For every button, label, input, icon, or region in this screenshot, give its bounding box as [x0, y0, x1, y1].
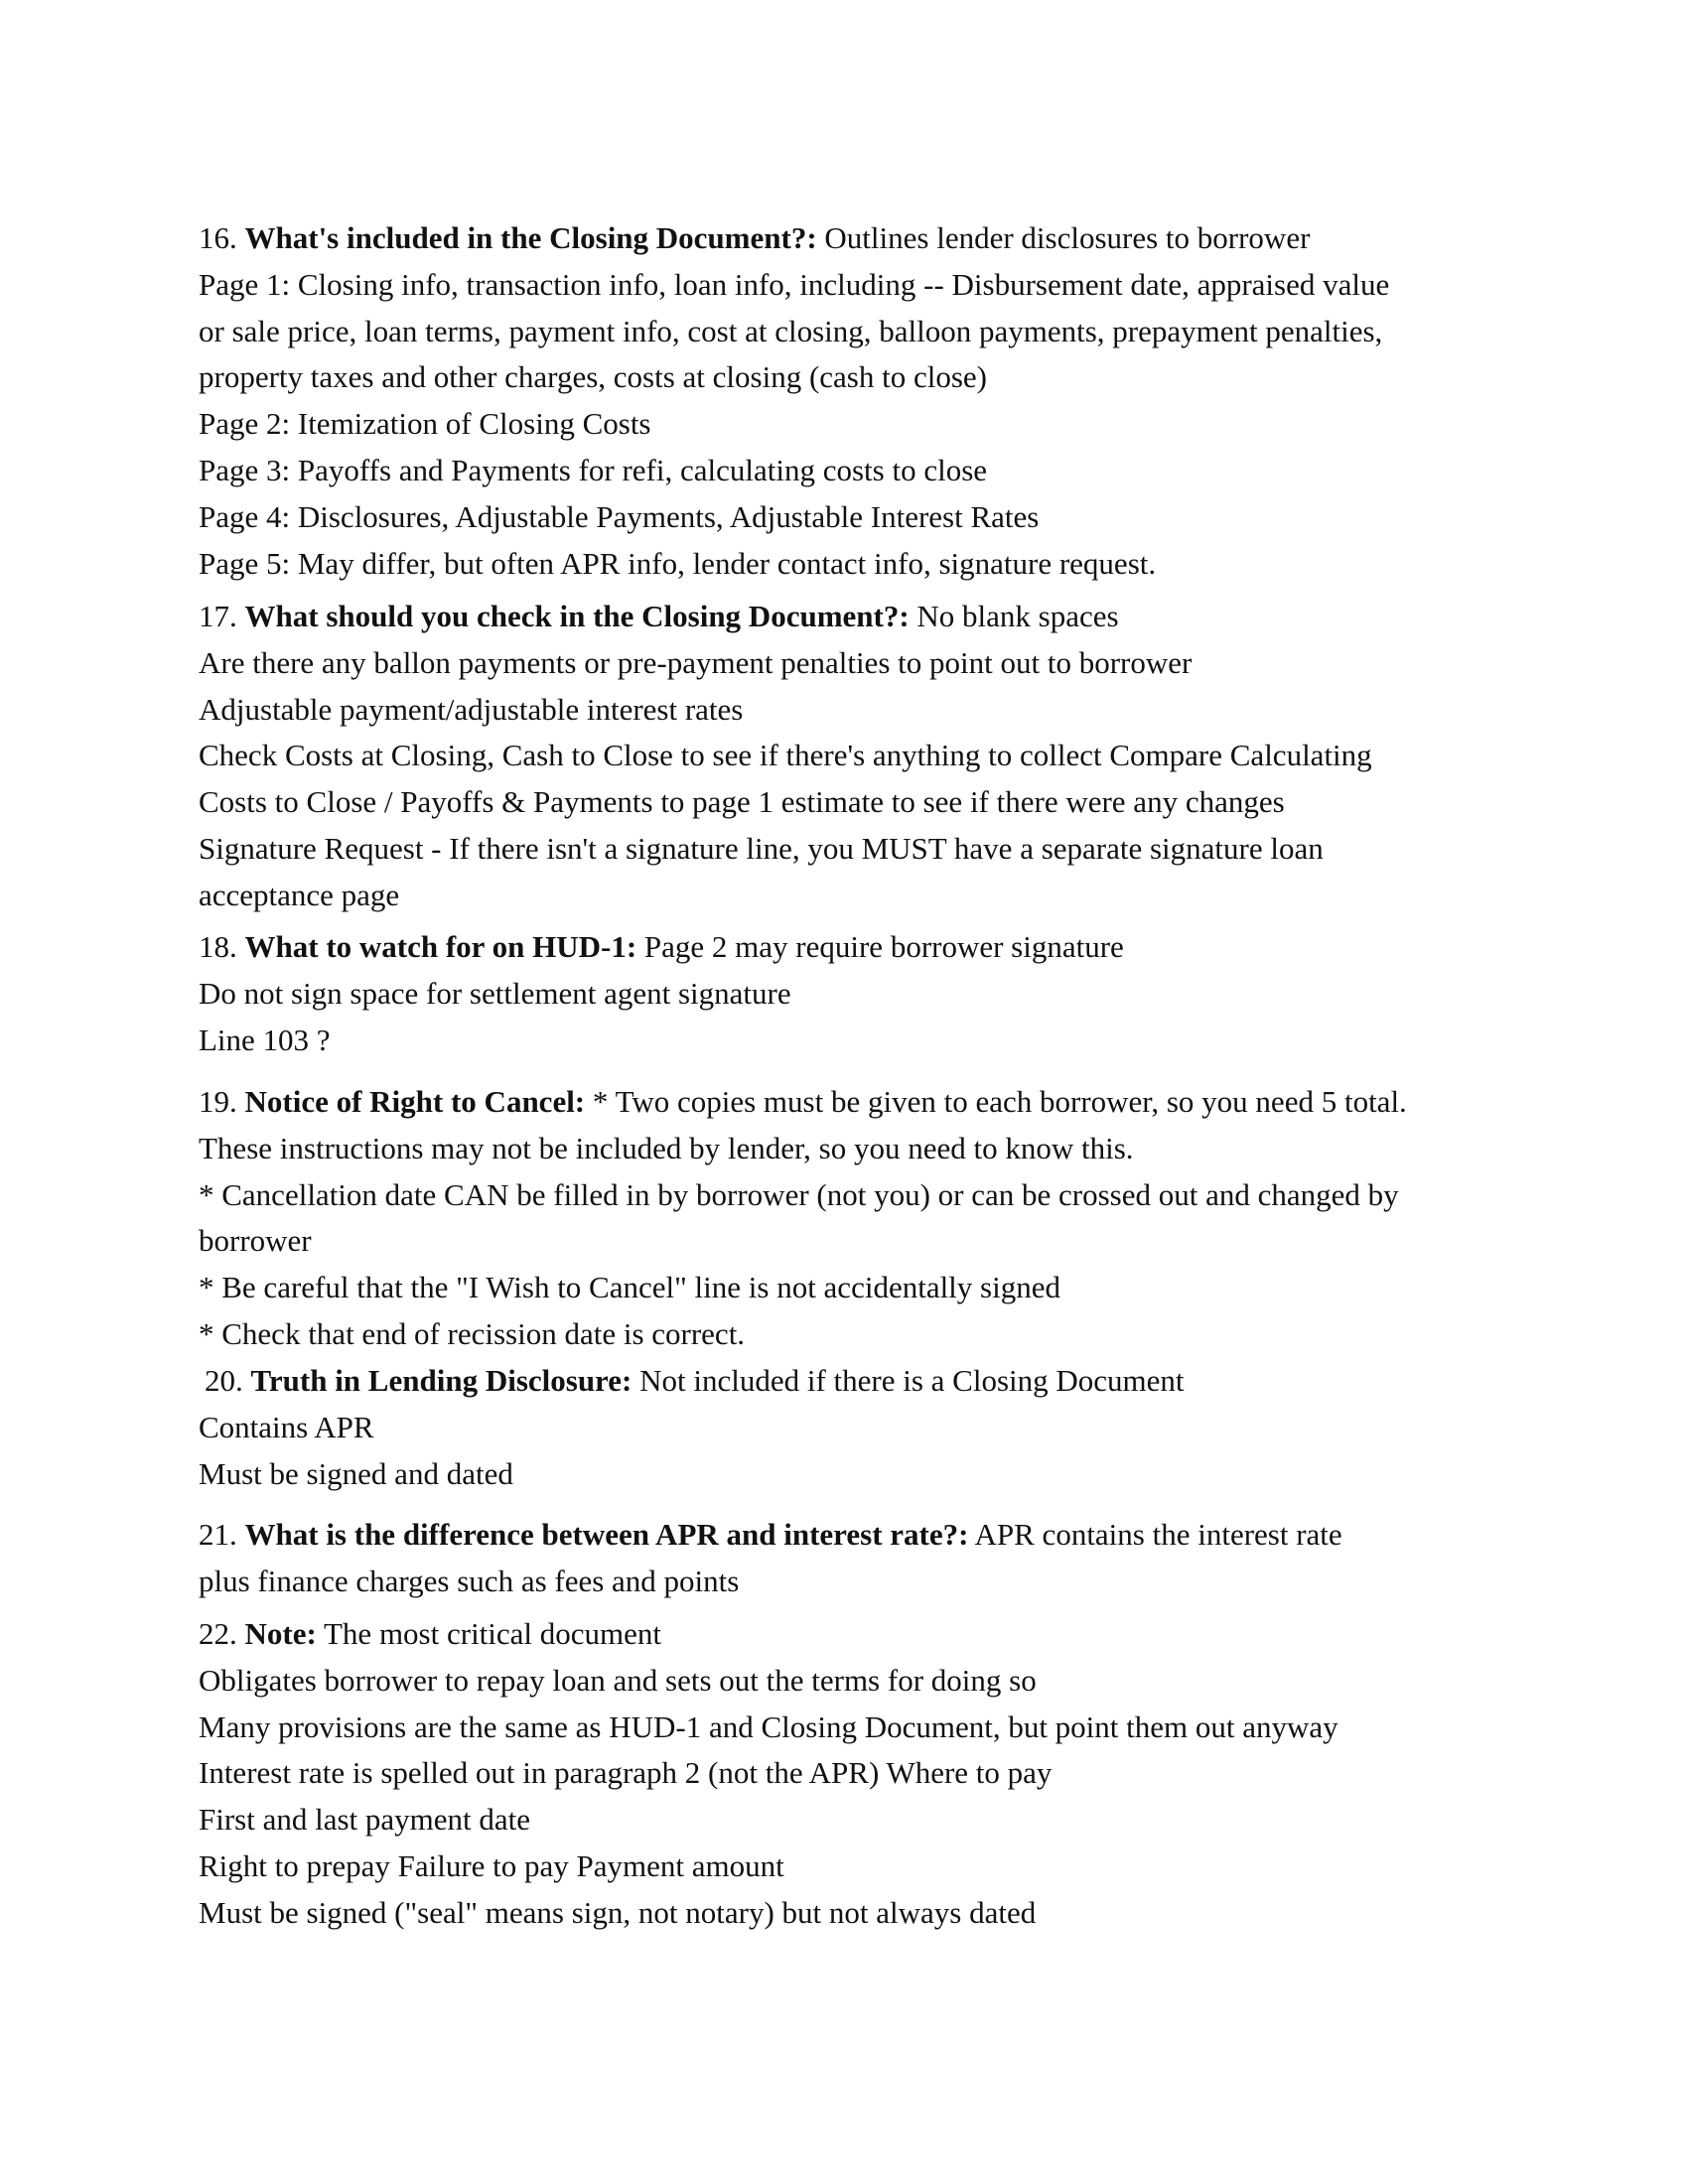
- item-number: 21.: [199, 1517, 237, 1552]
- answer-line: or sale price, loan terms, payment info, cost at closing, balloon payments, prepayment penalties,: [199, 314, 1383, 348]
- answer-line: Many provisions are the same as HUD-1 and Closing Document, but point them out anyway: [199, 1709, 1338, 1744]
- item-22-heading: [199, 1616, 661, 1652]
- answer-line: No blank spaces: [916, 599, 1119, 633]
- answer-line: * Two copies must be given to each borrower, so you need 5 total.: [592, 1084, 1407, 1119]
- item-question: Note:: [244, 1616, 317, 1651]
- answer-line: Not included if there is a Closing Document: [639, 1363, 1185, 1398]
- answer-line: First and last payment date: [199, 1802, 531, 1837]
- answer-line: * Be careful that the "I Wish to Cancel" line is not accidentally signed: [199, 1270, 1060, 1304]
- answer-line: property taxes and other charges, costs at closing (cash to close): [199, 359, 987, 394]
- item-18-heading: [199, 929, 1124, 965]
- answer-line: * Check that end of recission date is correct.: [199, 1316, 746, 1351]
- item-20-heading: [205, 1363, 1185, 1399]
- answer-line: Do not sign space for settlement agent signature: [199, 976, 791, 1011]
- item-number: 22.: [199, 1616, 237, 1651]
- item-question: What to watch for on HUD-1:: [244, 929, 637, 964]
- answer-line: APR contains the interest rate: [974, 1517, 1342, 1552]
- answer-line: Contains APR: [199, 1410, 374, 1444]
- answer-line: Are there any ballon payments or pre-payment penalties to point out to borrower: [199, 645, 1193, 680]
- answer-line: Page 5: May differ, but often APR info, lender contact info, signature request.: [199, 546, 1157, 581]
- item-16-heading: [199, 220, 1310, 256]
- item-21-heading: [199, 1517, 1342, 1553]
- answer-line: Check Costs at Closing, Cash to Close to see if there's anything to collect Compare Calculating: [199, 738, 1372, 772]
- answer-line: Page 3: Payoffs and Payments for refi, calculating costs to close: [199, 453, 988, 487]
- item-19-heading: [199, 1084, 1407, 1120]
- answer-line: Right to prepay Failure to pay Payment amount: [199, 1848, 784, 1883]
- answer-line: Page 2 may require borrower signature: [643, 929, 1124, 964]
- item-number: 16.: [199, 220, 237, 255]
- answer-line: Page 2: Itemization of Closing Costs: [199, 406, 651, 441]
- answer-line: Page 1: Closing info, transaction info, loan info, including -- Disbursement date, appraised value: [199, 267, 1390, 302]
- item-question: Notice of Right to Cancel:: [244, 1084, 586, 1119]
- answer-line: Obligates borrower to repay loan and sets out the terms for doing so: [199, 1663, 1037, 1698]
- answer-line: Page 4: Disclosures, Adjustable Payments, Adjustable Interest Rates: [199, 499, 1040, 534]
- answer-line: Costs to Close / Payoffs & Payments to page 1 estimate to see if there were any changes: [199, 784, 1285, 819]
- answer-line: Interest rate is spelled out in paragraph 2 (not the APR) Where to pay: [199, 1755, 1053, 1790]
- answer-line: plus finance charges such as fees and points: [199, 1564, 740, 1598]
- item-number: 20.: [205, 1363, 243, 1398]
- item-question: Truth in Lending Disclosure:: [250, 1363, 633, 1398]
- answer-line: Line 103 ?: [199, 1023, 331, 1057]
- answer-line: These instructions may not be included by lender, so you need to know this.: [199, 1131, 1134, 1165]
- item-question: What should you check in the Closing Document?:: [244, 599, 910, 633]
- answer-line: borrower: [199, 1223, 312, 1258]
- answer-line: * Cancellation date CAN be filled in by borrower (not you) or can be crossed out and changed by: [199, 1177, 1399, 1212]
- item-number: 19.: [199, 1084, 237, 1119]
- answer-line: Must be signed and dated: [199, 1456, 513, 1491]
- answer-line: Signature Request - If there isn't a signature line, you MUST have a separate signature loan: [199, 831, 1324, 866]
- answer-line: Adjustable payment/adjustable interest rates: [199, 692, 744, 727]
- item-number: 18.: [199, 929, 237, 964]
- answer-line: Must be signed ("seal" means sign, not notary) but not always dated: [199, 1895, 1037, 1930]
- item-17-heading: [199, 599, 1119, 634]
- answer-line: The most critical document: [324, 1616, 662, 1651]
- item-number: 17.: [199, 599, 237, 633]
- answer-line: Outlines lender disclosures to borrower: [824, 220, 1311, 255]
- item-question: What's included in the Closing Document?:: [244, 220, 817, 255]
- answer-line: acceptance page: [199, 878, 400, 912]
- item-question: What is the difference between APR and interest rate?:: [244, 1517, 969, 1552]
